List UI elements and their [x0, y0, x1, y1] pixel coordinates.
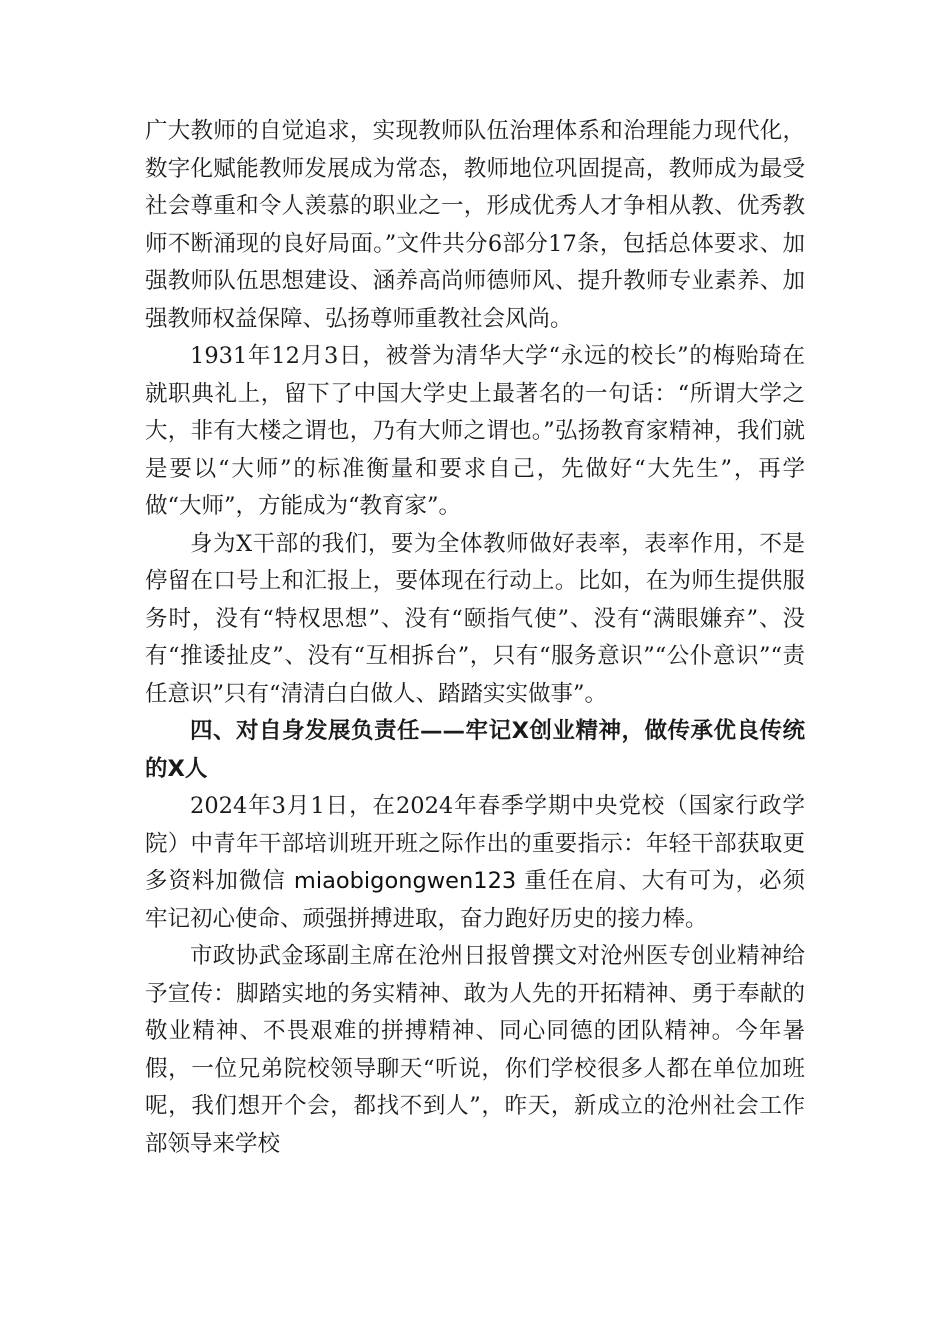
instruction-text-start: 2024年3月1日，在2024年春季学期中央党校（国家行政学院）中青年干部培训班开班之际作出的重要指示：年轻干部: [145, 793, 805, 857]
instruction-text-end: 重任在肩、大有可为，必须牢记初心使命、顽强拼搏进取，奋力跑好历史的接力棒。: [145, 868, 806, 932]
paragraph-teacher-goals: 广大教师的自觉追求，实现教师队伍治理体系和治理能力现代化，数字化赋能教师发展成为常态，教师地位巩固提高，教师成为最受社会尊重和令人羡慕的职业之一，形成优秀人才争相从教、优秀教师不断涌现的良好局面。”文件共分6部分17条，包括总体要求、加强教师队伍思想建设、涵养高尚师德师风、提升教师专业素养、加强教师权益保障、弘扬尊师重教社会风尚。: [145, 118, 805, 332]
paragraph-entrepreneurial-spirit: 市政协武金琢副主席在沧州日报曾撰文对沧州医专创业精神给予宣传：脚踏实地的务实精神、敢为人先的开拓精神、勇于奉献的敬业精神、不畏艰难的拼搏精神、同心同德的团队精神。今年暑假，一位兄弟院校领导聊天“听说，你们学校很多人都在单位加班呢，我们想开个会，都找不到人”，昨天，新成立的沧州社会工作部领导来学校: [145, 943, 805, 1157]
document-page: [145, 113, 805, 1163]
watermark-text: 获取更多资料加微信 miaobigongwen123: [145, 830, 805, 894]
paragraph-young-cadres-instruction: [145, 788, 805, 938]
paragraph-cadre-role-model: 身为X干部的我们，要为全体教师做好表率，表率作用，不是停留在口号上和汇报上，要体现在行动上。比如，在为师生提供服务时，没有“特权思想”、没有“颐指气使”、没有“满眼嫌弃”、没有“推诿扯皮”、没有“互相拆台”，只有“服务意识”“公仆意识”“责任意识”只有“清清白白做人、踏踏实实做事”。: [145, 530, 805, 707]
section-heading-four: 四、对自身发展负责任——牢记X创业精神，做传承优良传统的X人: [145, 718, 805, 782]
paragraph-mei-yiqi-quote: 1931年12月3日，被誉为清华大学“永远的校长”的梅贻琦在就职典礼上，留下了中国大学史上最著名的一句话：“所谓大学之大，非有大楼之谓也，乃有大师之谓也。”弘扬教育家精神，我们就是要以“大师”的标准衡量和要求自己，先做好“大先生”，再学做“大师”，方能成为“教育家”。: [145, 343, 805, 519]
